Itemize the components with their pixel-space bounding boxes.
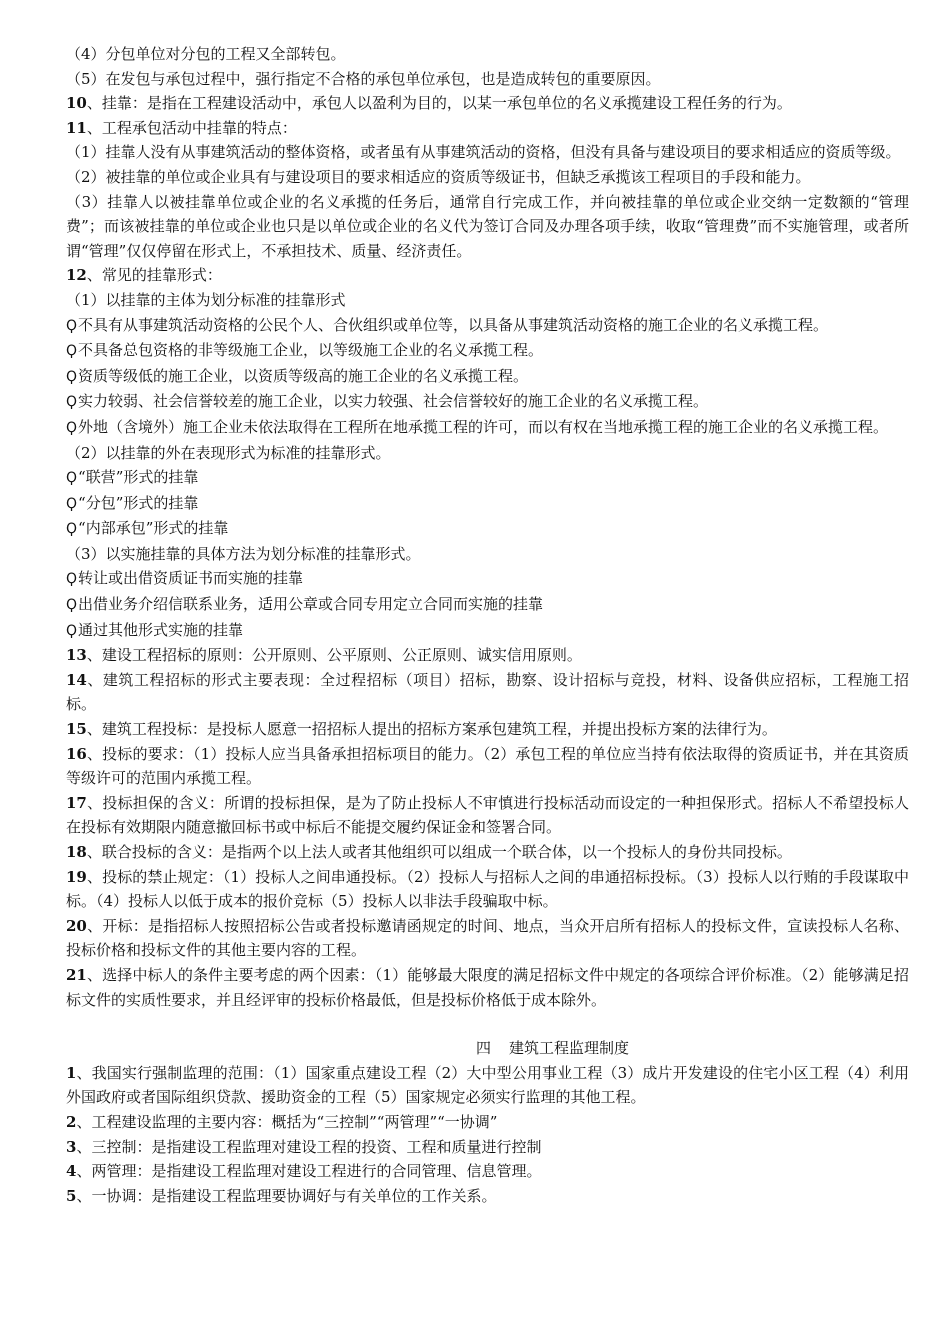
bullet-icon: Ϙ (66, 597, 78, 614)
item-text: 、常见的挂靠形式： (86, 266, 222, 285)
sub-item (66, 288, 909, 313)
item-number: 19 (66, 867, 87, 886)
item-text: 、选择中标人的条件主要考虑的两个因素：（1）能够最大限度的满足招标文件中规定的各项综合评价标准。（2）能够满足招标文件的实质性要求，并且经评审的投标价格最低，但是投标价格低于成本除外。 (66, 965, 909, 1009)
item-number: 10 (66, 94, 87, 113)
item-text: （3）以实施挂靠的具体方法为划分标准的挂靠形式。 (66, 544, 421, 563)
item-number: 4 (66, 1162, 77, 1181)
item-number: 5 (66, 1186, 77, 1205)
bullet-icon: Ϙ (66, 622, 78, 639)
item-text: 、工程建设监理的主要内容：概括为“三控制”“两管理”“一协调” (76, 1112, 498, 1131)
item-text: （1）以挂靠的主体为划分标准的挂靠形式 (66, 290, 346, 309)
sub-item (66, 542, 909, 567)
numbered-item (66, 668, 909, 717)
sub-item (66, 190, 909, 264)
item-text: 不具有从事建筑活动资格的公民个人、合伙组织或单位等，以具备从事建筑活动资格的施工企业的名义承揽工程。 (78, 315, 829, 334)
bullet-icon: Ϙ (66, 343, 78, 360)
item-text: （4）分包单位对分包的工程又全部转包。 (66, 45, 346, 63)
numbered-item (66, 1159, 909, 1184)
item-number: 13 (66, 646, 87, 665)
numbered-item (66, 963, 909, 1012)
numbered-item (66, 840, 909, 865)
item-text: 转让或出借资质证书而实施的挂靠 (78, 569, 304, 588)
bullet-item (66, 415, 909, 441)
bullet-item (66, 592, 909, 618)
bullet-icon: Ϙ (66, 394, 78, 411)
numbered-item (66, 1184, 909, 1209)
bullet-icon: Ϙ (66, 571, 78, 588)
section-title-text: 建筑工程监理制度 (509, 1039, 630, 1058)
numbered-item (66, 1135, 909, 1160)
item-number: 20 (66, 916, 87, 935)
item-text: 、联合投标的含义：是指两个以上法人或者其他组织可以组成一个联合体，以一个投标人的身份共同投标。 (86, 843, 792, 861)
item-number: 1 (66, 1063, 77, 1082)
item-text: 实力较弱、社会信誉较差的施工企业，以实力较强、社会信誉较好的施工企业的名义承揽工程。 (78, 392, 709, 411)
bullet-item (66, 338, 909, 364)
item-number: 2 (66, 1112, 77, 1131)
section-heading (66, 1036, 909, 1061)
item-text: （1）挂靠人没有从事建筑活动的整体资格，或者虽有从事建筑活动的资格，但没有具备与建设项目的要求相适应的资质等级。 (66, 143, 901, 162)
section-number: 四 (475, 1039, 491, 1058)
numbered-item (66, 1061, 909, 1110)
bullet-item (66, 566, 909, 592)
numbered-item (66, 791, 909, 840)
item-text: （2）以挂靠的外在表现形式为标准的挂靠形式。 (66, 443, 391, 462)
bullet-icon: Ϙ (66, 495, 78, 512)
sub-item (66, 140, 909, 165)
bullet-item (66, 364, 909, 390)
item-number: 17 (66, 793, 87, 812)
document-page (66, 42, 909, 1208)
item-number: 15 (66, 720, 87, 739)
bullet-icon: Ϙ (66, 521, 78, 538)
item-number: 12 (66, 266, 87, 285)
item-text: 、挂靠：是指在工程建设活动中，承包人以盈利为目的，以某一承包单位的名义承揽建设工程任务的行为。 (86, 94, 792, 113)
bullet-item (66, 516, 909, 542)
numbered-item (66, 865, 909, 914)
item-text: 、建筑工程招标的形式主要表现：全过程招标（项目）招标，勘察、设计招标与竞投，材料、设备供应招标，工程施工招标。 (66, 670, 909, 714)
numbered-item (66, 91, 909, 116)
bullet-item (66, 389, 909, 415)
numbered-item (66, 643, 909, 668)
item-number: 3 (66, 1137, 77, 1156)
bullet-icon: Ϙ (66, 368, 78, 385)
bullet-item (66, 618, 909, 644)
item-text: 、开标：是指招标人按照招标公告或者投标邀请函规定的时间、地点，当众开启所有招标人的投标文件，宣读投标人名称、投标价格和投标文件的其他主要内容的工程。 (66, 916, 909, 960)
section4-content (66, 1061, 909, 1209)
numbered-item (66, 914, 909, 963)
item-text: 、两管理：是指建设工程监理对建设工程进行的合同管理、信息管理。 (76, 1162, 542, 1181)
item-text: 、投标担保的含义：所谓的投标担保，是为了防止投标人不审慎进行投标活动而设定的一种担保形式。招标人不希望投标人在投标有效期限内随意撤回标书或中标后不能提交履约保证金和签署合同。 (66, 793, 909, 837)
item-text: 通过其他形式实施的挂靠 (78, 620, 244, 639)
item-text: 、三控制：是指建设工程监理对建设工程的投资、工程和质量进行控制 (76, 1137, 542, 1156)
item-text: （2）被挂靠的单位或企业具有与建设项目的要求相适应的资质等级证书，但缺乏承揽该工程项目的手段和能力。 (66, 167, 811, 186)
item-text: 、一协调：是指建设工程监理要协调好与有关单位的工作关系。 (76, 1186, 497, 1205)
item-text: 资质等级低的施工企业，以资质等级高的施工企业的名义承揽工程。 (78, 366, 529, 385)
numbered-item (66, 717, 909, 742)
numbered-item (66, 263, 909, 288)
item-text: 、建筑工程投标：是投标人愿意一招招标人提出的招标方案承包建筑工程，并提出投标方案的法律行为。 (86, 720, 777, 739)
item-text: “分包”形式的挂靠 (78, 493, 199, 512)
item-text: 、工程承包活动中挂靠的特点： (86, 118, 297, 137)
item-text: 、建设工程招标的原则：公开原则、公平原则、公正原则、诚实信用原则。 (86, 646, 582, 665)
bullet-item (66, 491, 909, 517)
item-text: “内部承包”形式的挂靠 (78, 519, 229, 538)
bullet-item (66, 313, 909, 339)
item-text: （5）在发包与承包过程中，强行指定不合格的承包单位承包，也是造成转包的重要原因。 (66, 69, 661, 88)
item-text: 、投标的禁止规定：（1）投标人之间串通投标。（2）投标人与招标人之间的串通招标投标。（3）投标人以行贿的手段谋取中标。（4）投标人以低于成本的报价竞标（5）投标人以非法手段骗取中标。 (66, 867, 909, 911)
item-number: 21 (66, 965, 87, 984)
sub-item (66, 67, 909, 92)
item-text: 不具备总包资格的非等级施工企业，以等级施工企业的名义承揽工程。 (78, 341, 544, 360)
item-text: 外地（含境外）施工企业未依法取得在工程所在地承揽工程的许可，而以有权在当地承揽工程的施工企业的名义承揽工程。 (78, 417, 889, 436)
part3-content (66, 42, 909, 1012)
bullet-item (66, 465, 909, 491)
bullet-icon: Ϙ (66, 317, 78, 334)
item-text: 、投标的要求：（1）投标人应当具备承担招标项目的能力。（2）承包工程的单位应当持有依法取得的资质证书，并在其资质等级许可的范围内承揽工程。 (66, 744, 909, 788)
item-text: 、我国实行强制监理的范围：（1）国家重点建设工程（2）大中型公用事业工程（3）成片开发建设的住宅小区工程（4）利用外国政府或者国际组织贷款、援助资金的工程（5）国家规定必须实行监理的其他工程。 (66, 1063, 909, 1107)
numbered-item (66, 742, 909, 791)
numbered-item (66, 1110, 909, 1135)
item-number: 11 (66, 118, 87, 137)
bullet-icon: Ϙ (66, 419, 78, 436)
sub-item (66, 441, 909, 466)
item-text: “联营”形式的挂靠 (78, 468, 199, 487)
item-text: 出借业务介绍信联系业务，适用公章或合同专用定立合同而实施的挂靠 (78, 595, 544, 614)
item-number: 18 (66, 843, 87, 861)
item-number: 14 (66, 670, 87, 689)
item-number: 16 (66, 744, 87, 763)
bullet-icon: Ϙ (66, 470, 78, 487)
sub-item (66, 42, 909, 67)
numbered-item (66, 116, 909, 141)
sub-item (66, 165, 909, 190)
item-text: （3）挂靠人以被挂靠单位或企业的名义承揽的任务后，通常自行完成工作，并向被挂靠的单位或企业交纳一定数额的“管理费”；而该被挂靠的单位或企业也只是以单位或企业的名义代为签订合同及办理各项手续，收取“管理费”而不实施管理，或者所谓“管理”仅仅停留在形式上，不承担技术、质量、经济责任。 (66, 192, 909, 260)
